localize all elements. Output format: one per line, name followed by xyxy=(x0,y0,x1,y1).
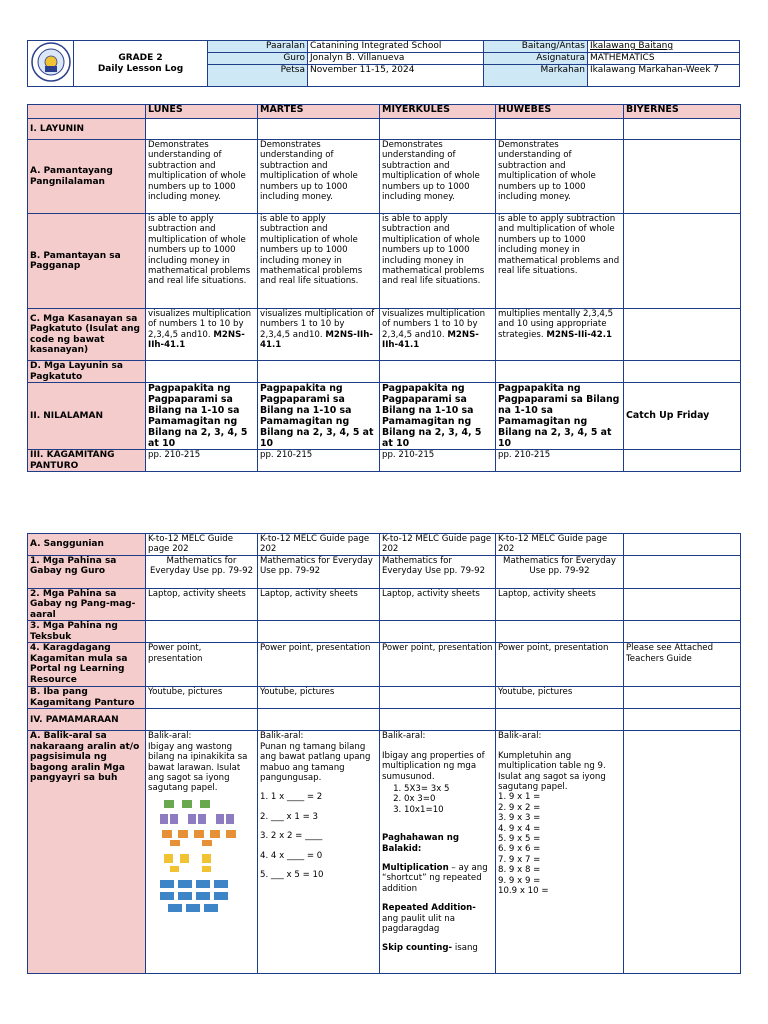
markahan-value: Ikalawang Markahan-Week 7 xyxy=(588,65,740,87)
balik-aral-heading: Balik-aral: xyxy=(148,731,192,742)
tue-item: 2. ___ x 1 = 3 xyxy=(260,811,318,822)
kasanayan-tue xyxy=(258,309,380,361)
wed-instructions: Ibigay ang properties of multiplication ng mga sumusunod. xyxy=(382,750,485,782)
petsa-label: Petsa xyxy=(208,65,308,87)
thu-item: 2. 9 x 2 = xyxy=(498,802,541,813)
grade-label: GRADE 2 xyxy=(118,52,163,63)
wed-properties-list xyxy=(382,784,493,815)
header-table xyxy=(27,40,740,87)
term: Multiplication xyxy=(382,862,449,873)
powerpoint-wed: Power point, presentation xyxy=(380,643,496,687)
lesson-table-bottom xyxy=(27,533,741,974)
wed-item: 3. 10x1=10 xyxy=(404,805,493,815)
tue-item: 3. 2 x 2 = ____ xyxy=(260,831,323,842)
pages-thu: pp. 210-215 xyxy=(496,450,624,472)
kasanayan-code: M2NS-IIh-41.1 xyxy=(148,329,245,351)
wed-item: 2. 0x 3=0 xyxy=(404,794,493,804)
attached-guide: Please see Attached Teachers Guide xyxy=(624,643,741,687)
balik-aral-thu xyxy=(496,731,624,974)
definition: isang xyxy=(452,943,478,954)
nilalaman-mon: Pagpapakita ng Pagpaparami sa Bilang na 1-10 sa Pamamagitan ng Bilang na 2, 3, 4, 5 at 10 xyxy=(146,383,258,450)
nilalaman-tue: Pagpapakita ng Pagpaparami sa Bilang na 1-10 sa Pamamagitan ng Bilang na 2, 3, 4, 5 at 10 xyxy=(258,383,380,450)
pages-wed: pp. 210-215 xyxy=(380,450,496,472)
log-title: Daily Lesson Log xyxy=(97,63,184,74)
tue-item: 4. 4 x ____ = 0 xyxy=(260,850,323,861)
pamantayang-mon: Demonstrates understanding of subtraction and multiplication of whole numbers up to 1000 including money. xyxy=(146,140,258,214)
pagganap-tue: is able to apply subtraction and multiplication of whole numbers up to 1000 including money in mathematical problems and real life situations. xyxy=(258,214,380,309)
melc-thu: K-to-12 MELC Guide page 202 xyxy=(496,534,624,556)
teksbuk-label: 3. Mga Pahina ng Teksbuk xyxy=(28,621,146,643)
melc-wed: K-to-12 MELC Guide page 202 xyxy=(380,534,496,556)
balik-aral-heading: Balik-aral: xyxy=(382,731,426,742)
day-biyernes: BIYERNES xyxy=(624,105,741,119)
balik-aral-wed xyxy=(380,731,496,974)
gabay-magaaral-label: 2. Mga Pahina sa Gabay ng Pang-mag-aaral xyxy=(28,588,146,621)
thu-item: 6. 9 x 6 = xyxy=(498,844,541,855)
balik-aral-heading: Balik-aral: xyxy=(498,731,542,742)
gabay-guro-wed: Mathematics for Everyday Use pp. 79-92 xyxy=(380,555,496,588)
powerpoint-thu: Power point, presentation xyxy=(496,643,624,687)
pages-mon: pp. 210-215 xyxy=(146,450,258,472)
deped-seal xyxy=(28,41,74,87)
pages-tue: pp. 210-215 xyxy=(258,450,380,472)
portal-label: 4. Karagdagang Kagamitan mula sa Portal ng Learning Resource xyxy=(28,643,146,687)
baitang-label: Baitang/Antas xyxy=(484,41,588,53)
melc-tue: K-to-12 MELC Guide page 202 xyxy=(258,534,380,556)
paaralan-value: Catanining Integrated School xyxy=(308,41,484,53)
thu-item: 4. 9 x 4 = xyxy=(498,823,541,834)
balik-aral-tue xyxy=(258,731,380,974)
petsa-value: November 11-15, 2024 xyxy=(308,65,484,87)
wed-item: 1. 5X3= 3x 5 xyxy=(404,784,493,794)
thu-instructions: Kumpletuhin ang multiplication table ng 9. Isulat ang sagot sa iyong sagutang papel. xyxy=(498,750,606,792)
counting-pictures-image xyxy=(158,798,248,916)
asignatura-value: MATHEMATICS xyxy=(588,53,740,65)
balik-aral-label: A. Balik-aral sa nakaraang aralin at/o pagsisimula ng bagong aralin Mga pangyayri sa buh xyxy=(28,731,146,974)
nilalaman-thu: Pagpapakita ng Pagpaparami sa Bilang na 1-10 sa Pamamagitan ng Bilang na 2, 3, 4, 5 at 10 xyxy=(496,383,624,450)
kasanayan-wed xyxy=(380,309,496,361)
thu-item: 8. 9 x 8 = xyxy=(498,865,541,876)
balik-aral-mon xyxy=(146,731,258,974)
kasanayan-text: visualizes multiplication of numbers 1 to 10 by 2,3,4,5 and10. xyxy=(148,309,252,340)
layunin-pagkatuto-label: D. Mga Layunin sa Pagkatuto xyxy=(28,361,146,383)
definition: – ay ang “shortcut” ng repeated addition xyxy=(382,862,488,894)
kagamitan-label: III. KAGAMITANG PANTURO xyxy=(28,450,146,472)
definition: ang paulit ulit na pagdaragdag xyxy=(382,913,455,934)
baitang-value: Ikalawang Baitang xyxy=(588,41,740,53)
mon-instructions: Ibigay ang wastong bilang na ipinakikita sa bawat larawan. Isulat ang sagot sa iyong sagutang papel. xyxy=(148,741,248,794)
thu-item: 10.9 x 10 = xyxy=(498,886,549,896)
day-martes: MARTES xyxy=(258,105,380,119)
gabay-guro-thu: Mathematics for Everyday Use pp. 79-92 xyxy=(496,555,624,588)
guro-label: Guro xyxy=(208,53,308,65)
day-miyerkules: MIYERKULES xyxy=(380,105,496,119)
tue-item: 5. ___ x 5 = 10 xyxy=(260,869,324,880)
guro-value: Jonalyn B. Villanueva xyxy=(308,53,484,65)
balik-aral-heading: Balik-aral: xyxy=(260,731,304,742)
pagganap-thu: is able to apply subtraction and multiplication of whole numbers up to 1000 including money in mathematical problems and real life situations. xyxy=(496,214,624,309)
kasanayan-label: C. Mga Kasanayan sa Pagkatuto (Isulat ang code ng bawat kasanayan) xyxy=(28,309,146,361)
term: Repeated Addition- xyxy=(382,903,476,914)
thu-item: 1. 9 x 1 = xyxy=(498,792,541,803)
pamantayang-wed: Demonstrates understanding of subtraction and multiplication of whole numbers up to 1000 including money. xyxy=(380,140,496,214)
powerpoint-tue: Power point, presentation xyxy=(258,643,380,687)
melc-mon: K-to-12 MELC Guide page 202 xyxy=(146,534,258,556)
grade-title xyxy=(74,41,208,87)
deped-seal-icon xyxy=(31,42,71,82)
kasanayan-text: visualizes multiplication of numbers 1 to 10 by 2,3,4,5 and10. xyxy=(382,309,486,340)
kasanayan-code: M2NS-IIh-41.1 xyxy=(260,329,373,351)
kasanayan-mon xyxy=(146,309,258,361)
thu-item: 5. 9 x 5 = xyxy=(498,833,541,844)
thu-item: 9. 9 x 9 = xyxy=(498,875,541,886)
gabay-guro-tue: Mathematics for Everyday Use pp. 79-92 xyxy=(258,555,380,588)
wed-multiplication-def xyxy=(382,863,493,894)
pamantayang-label: A. Pamantayang Pangnilalaman xyxy=(28,140,146,214)
lesson-table-top xyxy=(27,104,741,472)
kasanayan-code: M2NS-IIi-42.1 xyxy=(546,329,612,340)
pagganap-wed: is able to apply subtraction and multiplication of whole numbers up to 1000 including money in mathematical problems and real life situations. xyxy=(380,214,496,309)
kasanayan-text: visualizes multiplication of numbers 1 to 10 by 2,3,4,5 and10. xyxy=(260,309,375,340)
wed-balakid-heading: Paghahawan ng Balakid: xyxy=(382,833,459,854)
powerpoint-mon: Power point, presentation xyxy=(146,643,258,687)
youtube-mon: Youtube, pictures xyxy=(146,687,258,709)
markahan-label: Markahan xyxy=(484,65,588,87)
nilalaman-wed: Pagpapakita ng Pagpaparami sa Bilang na 1-10 sa Pamamagitan ng Bilang na 2, 3, 4, 5 at 10 xyxy=(380,383,496,450)
thu-item: 3. 9 x 3 = xyxy=(498,813,541,824)
gabay-guro-mon: Mathematics for Everyday Use pp. 79-92 xyxy=(146,555,258,588)
kasanayan-text: multiplies mentally 2,3,4,5 and 10 using appropriate strategies. xyxy=(498,309,614,340)
layunin-label: I. LAYUNIN xyxy=(28,119,146,140)
nilalaman-label: II. NILALAMAN xyxy=(28,383,146,450)
term: Skip counting- xyxy=(382,943,453,954)
iba-label: B. Iba pang Kagamitang Panturo xyxy=(28,687,146,709)
wed-repeated-def xyxy=(382,903,493,934)
pamantayang-thu: Demonstrates understanding of subtraction and multiplication of whole numbers up to 1000 including money. xyxy=(496,140,624,214)
catch-up-friday: Catch Up Friday xyxy=(624,383,741,450)
pagganap-mon: is able to apply subtraction and multiplication of whole numbers up to 1000 including money in mathematical problems and real life situations. xyxy=(146,214,258,309)
youtube-tue: Youtube, pictures xyxy=(258,687,380,709)
tue-instructions: Punan ng tamang bilang ang bawat patlang upang mabuo ang tamang pangungusap. xyxy=(260,741,371,783)
kasanayan-thu xyxy=(496,309,624,361)
laptop-mon: Laptop, activity sheets xyxy=(146,588,258,621)
sanggunian-label: A. Sanggunian xyxy=(28,534,146,556)
paaralan-label: Paaralan xyxy=(208,41,308,53)
pagganap-label: B. Pamantayan sa Pagganap xyxy=(28,214,146,309)
tue-item: 1. 1 x ____ = 2 xyxy=(260,792,323,803)
pamantayang-tue: Demonstrates understanding of subtraction and multiplication of whole numbers up to 1000 including money. xyxy=(258,140,380,214)
gabay-guro-label: 1. Mga Pahina sa Gabay ng Guro xyxy=(28,555,146,588)
asignatura-label: Asignatura xyxy=(484,53,588,65)
day-huwebes: HUWEBES xyxy=(496,105,624,119)
laptop-tue: Laptop, activity sheets xyxy=(258,588,380,621)
youtube-thu: Youtube, pictures xyxy=(496,687,624,709)
kasanayan-code: M2NS-IIh-41.1 xyxy=(382,329,479,351)
wed-skip-def xyxy=(382,943,493,953)
thu-item: 7. 9 x 7 = xyxy=(498,854,541,865)
pamamaraan-label: IV. PAMAMARAAN xyxy=(28,709,146,731)
corner-cell xyxy=(28,105,146,119)
laptop-wed: Laptop, activity sheets xyxy=(380,588,496,621)
laptop-thu: Laptop, activity sheets xyxy=(496,588,624,621)
day-lunes: LUNES xyxy=(146,105,258,119)
